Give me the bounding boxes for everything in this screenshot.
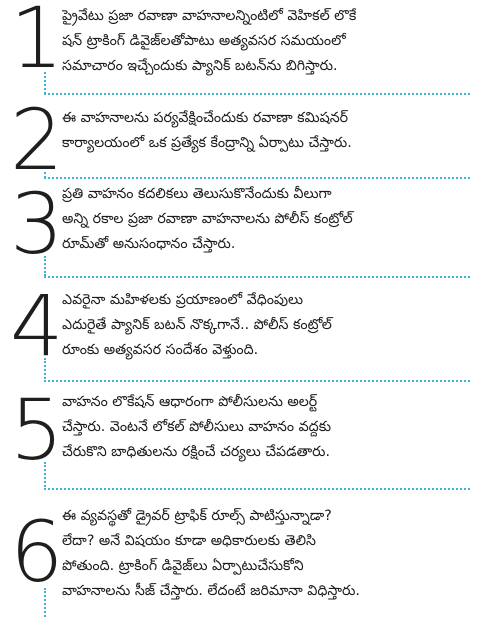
dotted-horizontal-divider: [44, 177, 470, 179]
item-text-line: కార్యాలయంలో ఒక ప్రత్యేక కేంద్రాన్ని ఏర్పాటు చేస్తారు.: [62, 135, 352, 151]
item-text-line: ఈ వ్యవస్థతో డ్రైవర్ ట్రాఫిక్ రూల్స్ పాటిస్తున్నాడా?: [62, 508, 332, 524]
item-text: [62, 106, 464, 156]
list-item: [0, 277, 478, 382]
item-text-line: చేరుకొని బాధితులను రక్షించే చర్యలు చేపడతారు.: [62, 444, 330, 460]
dotted-horizontal-divider: [44, 488, 470, 490]
item-number: 1: [10, 0, 62, 87]
item-number: 3: [10, 175, 62, 273]
item-text-line: సమాచారం ఇచ్చేందుకు ప్యానిక్ బటన్‌ను బిగిస్తారు.: [62, 58, 338, 74]
item-text-line: షన్ ట్రాకింగ్ డివైజ్‌లతోపాటు అత్యవసర సమయంలో: [62, 33, 346, 49]
item-text-line: ఈ వాహనాలను పర్యవేక్షించేందుకు రవాణా కమిషనర్: [62, 110, 349, 126]
item-text-line: చేస్తారు. వెంటనే లోకల్ పోలీసులు వాహనం వద్దకు: [62, 419, 332, 435]
dotted-horizontal-divider: [44, 380, 470, 382]
dotted-vertical-divider: [44, 462, 46, 490]
list-item: [0, 381, 478, 490]
item-text: [62, 288, 464, 363]
item-text-line: రూంకు అత్యవసర సందేశం వెళ్తుంది.: [62, 342, 259, 358]
item-number: 5: [10, 381, 62, 479]
item-text-line: అన్ని రకాల ప్రజా రవాణా వాహనాలను పోలీస్ కంట్రోల్: [62, 211, 353, 227]
list-item: [0, 496, 478, 617]
item-text-line: ప్రతి వాహనం కదలికలు తెలుసుకొనేందుకు వీలుగా: [62, 186, 332, 202]
dotted-vertical-divider: [44, 588, 46, 617]
list-item: [0, 175, 478, 276]
list-item: [0, 91, 478, 189]
list-item: [0, 0, 478, 94]
dotted-horizontal-divider: [44, 276, 470, 278]
item-text-line: లేదా? అనే విషయం కూడా అధికారులకు తెలిసి: [62, 533, 316, 549]
item-text-line: వాహనం లొకేషన్ ఆధారంగా పోలీసులను అలర్ట్: [62, 394, 318, 410]
dotted-vertical-divider: [44, 256, 46, 276]
item-number: 6: [10, 503, 62, 601]
item-text-line: ఎదురైతే ప్యానిక్ బటన్ నొక్కగానే.. పోలీస్ కంట్రోల్: [62, 317, 332, 333]
item-text-line: ప్రైవేటు ప్రజా రవాణా వాహనాలన్నింటిలో వెహికల్ లొకే: [62, 8, 357, 24]
item-text: [62, 504, 464, 604]
item-number: 2: [10, 91, 62, 189]
dotted-horizontal-divider: [44, 93, 470, 95]
dotted-vertical-divider: [44, 358, 46, 382]
item-text: [62, 390, 464, 465]
item-text-line: వాహనాలను సీజ్ చేస్తారు. లేదంటే జరిమానా విధిస్తారు.: [62, 583, 360, 599]
item-text-line: పోతుంది. ట్రాకింగ్ డివైజ్‌లు ఏర్పాటుచేసుకోని: [62, 558, 304, 574]
item-text: [62, 182, 464, 257]
item-text-line: రూమ్‌తో అనుసంధానం చేస్తారు.: [62, 236, 236, 252]
item-number: 4: [10, 277, 62, 375]
item-text-line: ఎవరైనా మహిళలకు ప్రయాణంలో వేధింపులు: [62, 292, 304, 308]
item-text: [62, 4, 464, 79]
